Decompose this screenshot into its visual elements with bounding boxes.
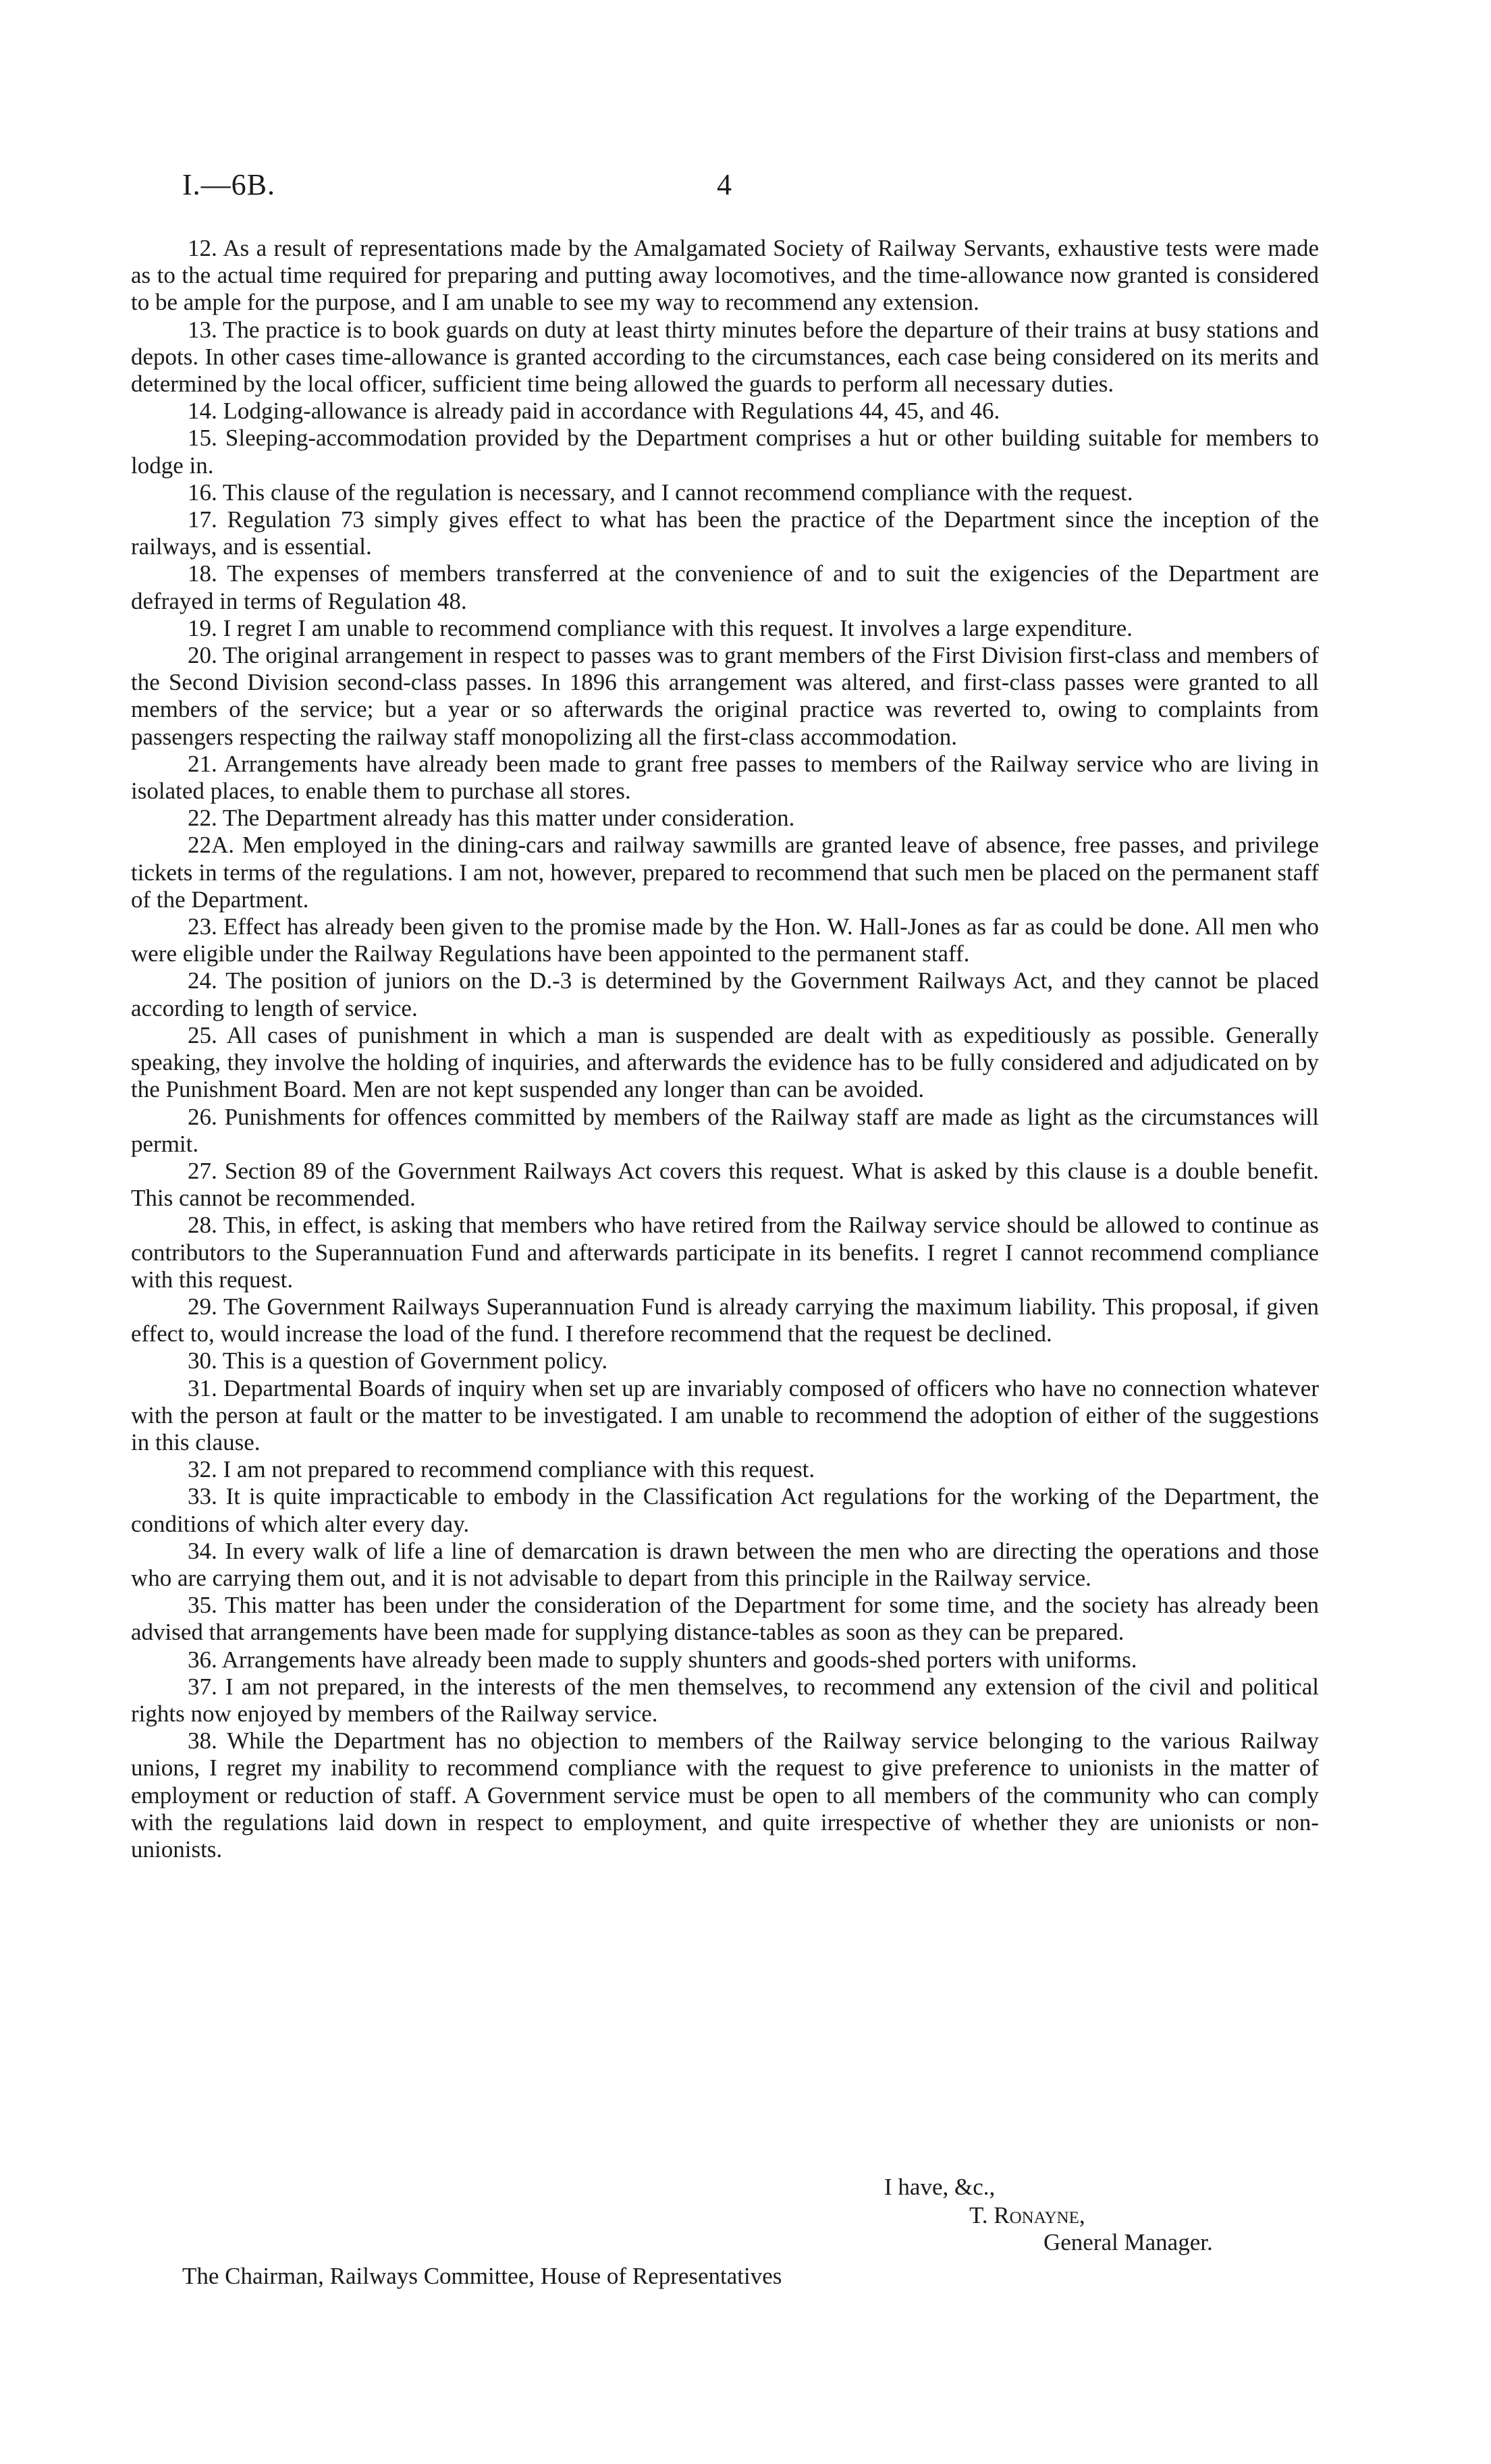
paragraph-25: 25. All cases of punishment in which a man is suspended are dealt with as expeditiously as possible. Generally speaking, they involve the holding of inquiries, and afterwards the evidence has to be fully considered and adjudicated on by the Punishment Board. Men are not kept suspended any longer than can be avoided. [131,1021,1319,1103]
paragraph-33: 33. It is quite impracticable to embody in the Classification Act regulations for the working of the Department, the conditions of which alter every day. [131,1483,1319,1537]
paragraph-29: 29. The Government Railways Superannuation Fund is already carrying the maximum liability. This proposal, if given effect to, would increase the load of the fund. I therefore recommend that the request be declined. [131,1293,1319,1347]
signatory-name: T. Ronayne, [969,2202,1085,2228]
paragraph-22: 22. The Department already has this matter under consideration. [188,805,795,832]
paragraph-34: 34. In every walk of life a line of demarcation is drawn between the men who are directing the operations and those who are carrying them out, and it is not advisable to depart from this principle in the Railway service. [131,1537,1319,1591]
paragraph-13: 13. The practice is to book guards on duty at least thirty minutes before the departure of their trains at busy stations and depots. In other cases time-allowance is granted according to the circumstances, each case being considered on its merits and determined by the local officer, sufficient time being allowed the guards to perform all necessary duties. [131,316,1319,398]
letter-body [131,235,1319,1863]
paragraph-31: 31. Departmental Boards of inquiry when set up are invariably composed of officers who have no connection whatever with the person at fault or the matter to be investigated. I am unable to recommend the adoption of either of the suggestions in this clause. [131,1374,1319,1455]
paragraph-21: 21. Arrangements have already been made to grant free passes to members of the Railway service who are living in isolated places, to enable them to purchase all stores. [131,750,1319,805]
paragraph-36: 36. Arrangements have already been made to supply shunters and goods-shed porters with uniforms. [188,1646,1137,1673]
paragraph-24: 24. The position of juniors on the D.-3 is determined by the Government Railways Act, and they cannot be placed according to length of service. [131,967,1319,1021]
paragraph-38: 38. While the Department has no objection to members of the Railway service belonging to the various Railway unions, I regret my inability to recommend compliance with the request to give preference to unionists in the matter of employment or reduction of staff. A Government service must be open to all members of the community who can comply with the regulations laid down in respect to employment, and quite irrespective of whether they are unionists or non-unionists. [131,1728,1319,1863]
paragraph-17: 17. Regulation 73 simply gives effect to what has been the practice of the Department since the inception of the railways, and is essential. [131,506,1319,560]
paragraph-20: 20. The original arrangement in respect to passes was to grant members of the First Division first-class and members of the Second Division second-class passes. In 1896 this arrangement was altered, and first-class passes were granted to all members of the service; but a year or so afterwards the original practice was reverted to, owing to complaints from passengers respecting the railway staff monopolizing all the first-class accommodation. [131,642,1319,750]
signatory-title: General Manager. [1043,2229,1213,2255]
paragraph-16: 16. This clause of the regulation is necessary, and I cannot recommend compliance with the request. [188,479,1133,506]
paragraph-19: 19. I regret I am unable to recommend compliance with this request. It involves a large expenditure. [188,614,1133,641]
paragraph-12: 12. As a result of representations made by the Amalgamated Society of Railway Servants, exhaustive tests were made as to the actual time required for preparing and putting away locomotives, and the time-allowance now granted is considered to be ample for the purpose, and I am unable to see my way to recommend any extension. [131,235,1319,316]
paragraph-28: 28. This, in effect, is asking that members who have retired from the Railway service should be allowed to continue as contributors to the Superannuation Fund and afterwards participate in its benefits. I regret I cannot recommend compliance with this request. [131,1212,1319,1293]
paragraph-27: 27. Section 89 of the Government Railways Act covers this request. What is asked by this clause is a double benefit. This cannot be recommended. [131,1157,1319,1212]
page-number: 4 [717,168,732,201]
paragraph-35: 35. This matter has been under the consideration of the Department for some time, and the society has already been advised that arrangements have been made for supplying distance-tables as soon as they can be prepared. [131,1592,1319,1646]
paragraph-15: 15. Sleeping-accommodation provided by the Department comprises a hut or other building suitable for members to lodge in. [131,425,1319,479]
paragraph-32: 32. I am not prepared to recommend compliance with this request. [188,1456,815,1483]
paragraph-26: 26. Punishments for offences committed by members of the Railway staff are made as light as the circumstances will permit. [131,1103,1319,1157]
paragraph-18: 18. The expenses of members transferred at the convenience of and to suit the exigencies of the Department are defrayed in terms of Regulation 48. [131,560,1319,614]
paragraph-37: 37. I am not prepared, in the interests of the men themselves, to recommend any extension of the civil and political rights now enjoyed by members of the Railway service. [131,1673,1319,1727]
addressee: The Chairman, Railways Committee, House of Representatives [182,2263,782,2289]
paragraph-23: 23. Effect has already been given to the promise made by the Hon. W. Hall-Jones as far as could be done. All men who were eligible under the Railway Regulations have been appointed to the permanent staff. [131,913,1319,967]
closing-salutation: I have, &c., [884,2174,996,2200]
paragraph-30: 30. This is a question of Government policy. [188,1347,608,1374]
document-reference: I.—6B. [182,168,275,201]
paragraph-22a: 22A. Men employed in the dining-cars and railway sawmills are granted leave of absence, free passes, and privilege tickets in terms of the regulations. I am not, however, prepared to recommend that such men be placed on the permanent staff of the Department. [131,832,1319,913]
paragraph-14: 14. Lodging-allowance is already paid in accordance with Regulations 44, 45, and 46. [188,398,1000,425]
